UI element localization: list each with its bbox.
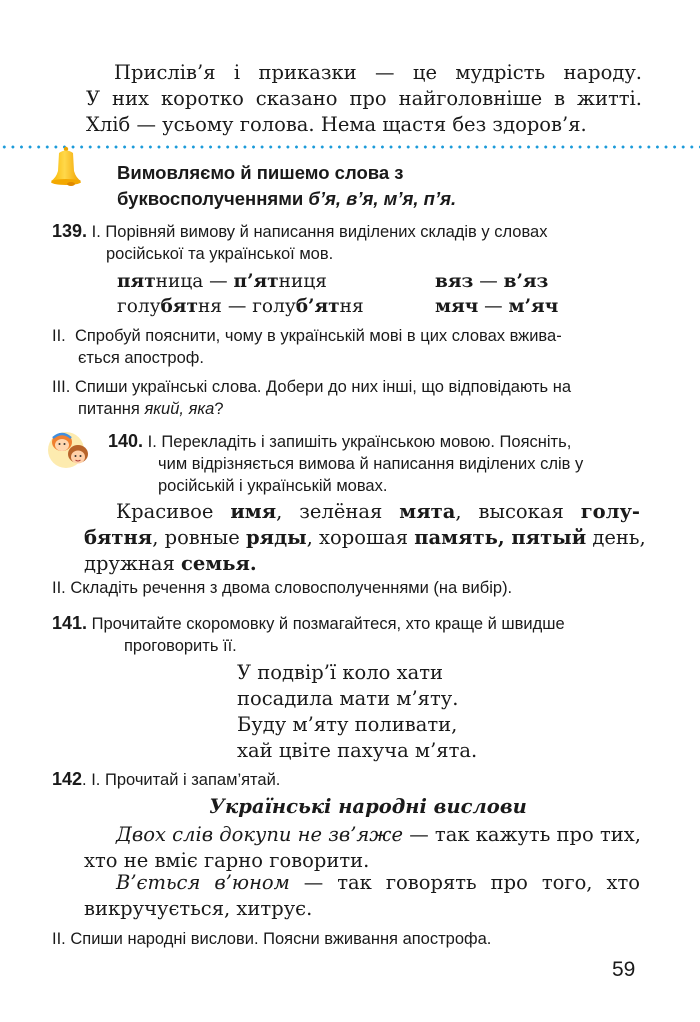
highlight: имя [230,500,277,523]
highlight: в’яз [503,271,549,292]
text: , зелёная [276,500,400,523]
word-pairs-table [117,269,558,319]
task-text: Спиши українські слова. Добери до них інші, що відповідають на [74,378,571,396]
task-139-part-1 [52,220,642,243]
task-140 [108,430,640,497]
highlight: ряды [246,526,307,549]
intro-line: Хліб — усьому голова. Нема щастя без здоров’я. [86,113,587,136]
saying-line [84,870,640,896]
saying-text: — так говорять про того, хто [289,871,640,894]
sayings-title: Українські народні вислови [209,795,527,818]
saying-line [84,822,640,848]
russian-line [84,499,640,525]
text: , хорошая [306,526,415,549]
task-number: 141. [52,613,88,633]
task-text: ється апостроф. [78,349,204,367]
highlight: б’ят [295,296,340,317]
word-part: ня [197,296,222,317]
dotted-divider [0,145,700,149]
part-label: ІІ. [52,327,66,345]
word-part: ня [339,296,364,317]
task-text: Складіть речення з двома словосполученнями (на вибір). [70,579,513,597]
task-text: російській і українській мовах. [158,477,388,495]
highlight: память, пятый [414,526,587,549]
poem-line: посадила мати м’яту. [237,687,459,710]
task-text: російської та української мов. [106,245,334,263]
task-139-part-2 [52,325,642,369]
highlight: п’ят [233,271,279,292]
saying-line: викручується, хитрує. [84,897,313,920]
topic-letter-combinations: б’я, в’я, м’я, п’я. [308,188,457,209]
highlight: вяз [435,271,474,292]
dash: — [478,296,509,317]
topic-line-2 [117,186,456,212]
task-142-part-2 [52,928,642,950]
saying [84,822,640,874]
part-label: ІІІ. [52,378,71,396]
task-line [52,612,642,635]
russian-text [84,499,646,577]
poem-line: У подвір’ї коло хати [237,661,444,684]
highlight: мяч [435,296,479,317]
highlight: семья. [181,552,257,575]
dash: — [221,296,253,317]
highlight: голу- [580,500,641,523]
task-142 [52,768,642,791]
poem-line: хай цвіте пахуча м’ята. [237,739,478,762]
part-label: І. [147,433,157,451]
highlight: м’яч [508,296,559,317]
saying-text: — так кажуть про тих, [403,823,641,846]
word-pair [117,294,435,319]
task-text: чим відрізняється вимова й написання виділених слів у [158,455,584,473]
word-part: голу [252,296,296,317]
topic-line-1: Вимовляємо й пишемо слова з [117,162,404,183]
task-text: ? [214,400,224,418]
word-part: ниця [278,271,327,292]
task-139-part-3 [52,376,642,420]
topic-text: буквосполученнями [117,188,309,209]
highlight: бятня [84,526,153,549]
word-pair-row [117,294,558,319]
part-label: . І. [82,771,101,789]
task-number: 142 [52,769,83,789]
tongue-twister-poem [237,660,477,764]
topic-heading [117,160,456,212]
task-text: Порівняй вимову й написання виділених складів у словах [105,223,548,241]
dash: — [203,271,234,292]
task-text: Прочитайте скоромовку й позмагайтеся, хто краще й швидше [91,615,565,633]
part-label: ІІ. [52,579,66,597]
word-pair [117,269,435,294]
task-line [52,398,642,420]
task-139 [52,220,642,265]
page-number: 59 [612,958,636,981]
task-line [108,430,640,453]
task-141 [52,612,642,657]
task-line [52,376,642,398]
russian-line [84,525,646,551]
russian-line [84,551,640,577]
dash: — [473,271,504,292]
word-pair-row [117,269,558,294]
task-text: Спиши народні вислови. Поясни вживання апострофа. [70,930,492,948]
task-text: питання [78,400,145,418]
word-pair [435,269,548,294]
word-part: ница [155,271,204,292]
intro-paragraph [86,60,642,138]
saying-quote: Двох слів докупи не зв’яже [116,823,404,846]
highlight: мята [399,500,456,523]
highlight: пят [117,271,156,292]
text: Красивое [116,500,231,523]
intro-line: У них коротко сказано про найголовніше в житті. [86,87,642,110]
task-number: 140. [108,431,144,451]
text: день, [586,526,646,549]
task-text: Перекладіть і запишіть українською мовою. Поясніть, [161,433,572,451]
saying-line: хто не вміє гарно говорити. [84,849,370,872]
task-number: 139. [52,221,88,241]
intro-line: Прислів’я і приказки — це мудрість народу. [114,61,642,84]
part-label: І. [91,223,101,241]
word-pair [435,294,558,319]
task-140-part-2 [52,577,642,599]
task-text: Прочитай і запам’ятай. [104,771,281,789]
highlight: бят [160,296,198,317]
saying [84,870,640,922]
word-part: голу [117,296,161,317]
task-text: проговорить її. [124,637,237,655]
text: , высокая [455,500,581,523]
children-icon [46,428,98,470]
saying-quote: В’ється в’юном [116,871,290,894]
text: , ровные [152,526,247,549]
part-label: ІІ. [52,930,66,948]
poem-line: Буду м’яту поливати, [237,713,458,736]
question-words: який, яка [144,400,215,418]
task-line [52,325,642,347]
text: дружная [84,552,182,575]
task-text: Спробуй пояснити, чому в українській мові в цих словах вжива- [74,327,562,345]
bell-icon [48,145,84,189]
